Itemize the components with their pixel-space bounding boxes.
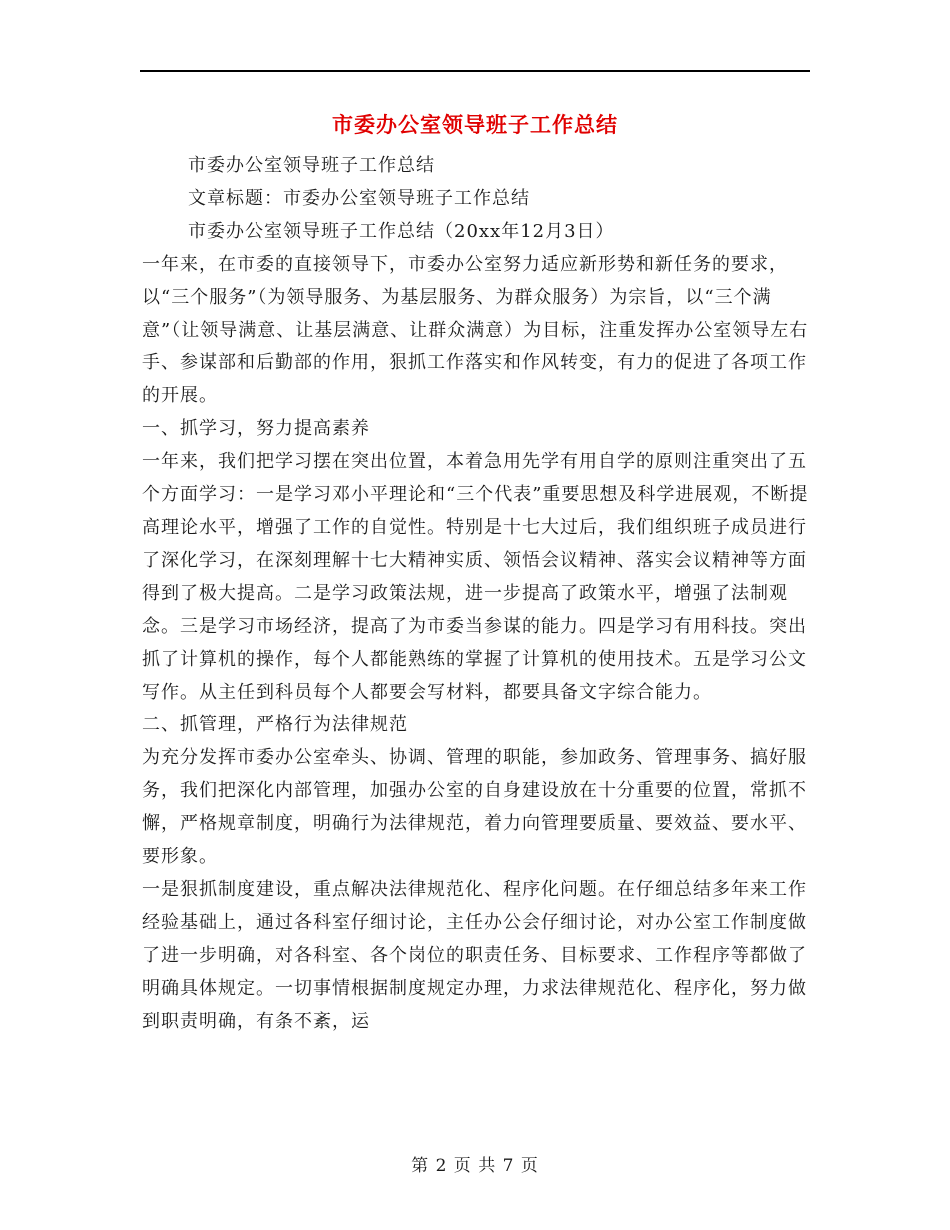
paragraph: 市委办公室领导班子工作总结（20xx年12月3日） xyxy=(188,220,615,242)
section-heading: 一、抓学习，努力提高素养 xyxy=(142,418,370,440)
paragraph: 一年来，我们把学习摆在突出位置，本着急用先学有用自学的原则注重突出了五个方面学习：一是学习邓小平理论和“三个代表”重要思想及科学进展观，不断提高理论水平，增强了工作的自觉性。特别是十七大过后，我们组织班子成员进行了深化学习，在深刻理解十七大精神实质、领悟会议精神、落实会议精神等方面得到了极大提高。二是学习政策法规，进一步提高了政策水平，增强了法制观念。三是学习市场经济，提高了为市委当参谋的能力。四是学习有用科技。突出抓了计算机的操作，每个人都能熟练的掌握了计算机的使用技术。五是学习公文写作。从主任到科员每个人都要会写材料，都要具备文字综合能力。 xyxy=(142,451,809,703)
document-title: 市委办公室领导班子工作总结 xyxy=(332,112,618,137)
paragraph: 一年来，在市委的直接领导下，市委办公室努力适应新形势和新任务的要求，以“三个服务”（为领导服务、为基层服务、为群众服务）为宗旨，以“三个满意”（让领导满意、让基层满意、让群众满意）为目标，注重发挥办公室领导左右手、参谋部和后勤部的作用，狠抓工作落实和作风转变，有力的促进了各项工作的开展。 xyxy=(142,253,809,407)
paragraph: 文章标题：市委办公室领导班子工作总结 xyxy=(188,187,530,209)
document-body xyxy=(142,150,810,1038)
paragraph: 一是狠抓制度建设，重点解决法律规范化、程序化问题。在仔细总结多年来工作经验基础上，通过各科室仔细讨论，主任办公会仔细讨论，对办公室工作制度做了进一步明确，对各科室、各个岗位的职责任务、目标要求、工作程序等都做了明确具体规定。一切事情根据制度规定办理，力求法律规范化、程序化，努力做到职责明确，有条不紊，运 xyxy=(142,878,807,1032)
section-heading: 二、抓管理，严格行为法律规范 xyxy=(142,714,408,736)
paragraph: 市委办公室领导班子工作总结 xyxy=(188,155,435,176)
paragraph: 为充分发挥市委办公室牵头、协调、管理的职能，参加政务、管理事务、搞好服务，我们把深化内部管理，加强办公室的自身建设放在十分重要的位置，常抓不懈，严格规章制度，明确行为法律规范，着力向管理要质量、要效益、要水平、要形象。 xyxy=(142,747,807,868)
page-number-footer: 第 2 页 共 7 页 xyxy=(411,1156,539,1176)
header-rule xyxy=(140,70,810,72)
